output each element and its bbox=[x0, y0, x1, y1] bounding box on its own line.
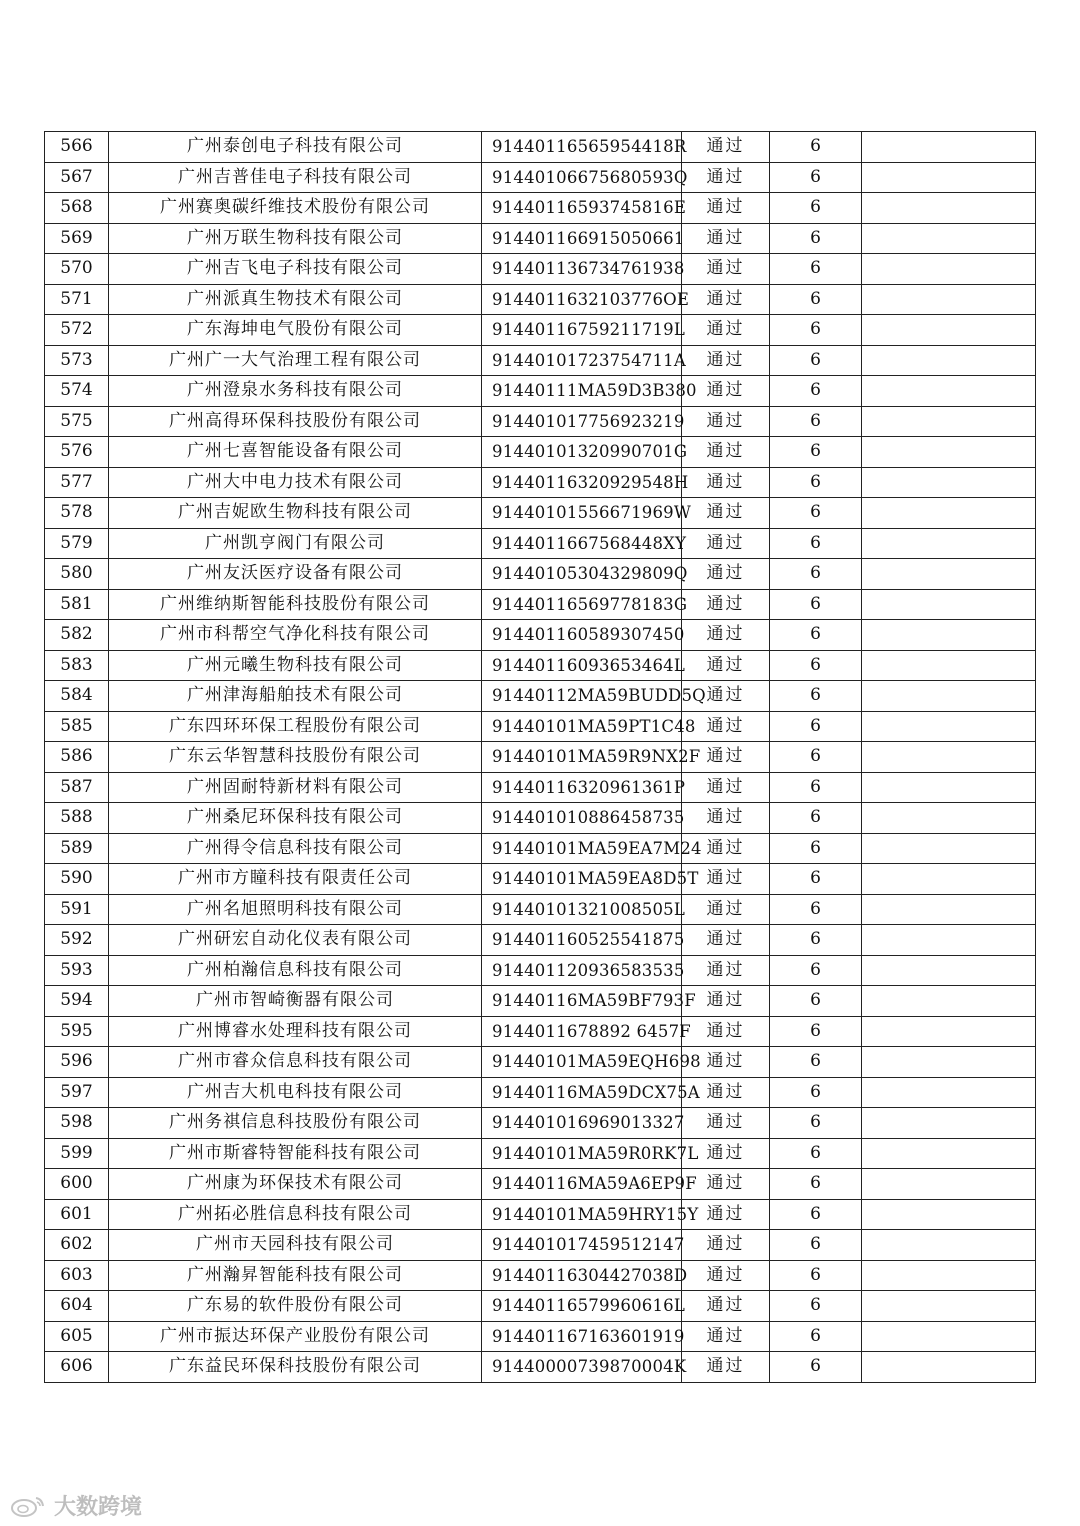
credit-code-cell: 91440116579960616L bbox=[482, 1291, 682, 1322]
company-name-cell: 广州澄泉水务科技有限公司 bbox=[109, 376, 482, 407]
credit-code-cell: 91440106675680593Q bbox=[482, 162, 682, 193]
score-cell: 6 bbox=[770, 376, 862, 407]
credit-code-cell: 91440101MA59EQH698 bbox=[482, 1047, 682, 1078]
row-index-cell: 590 bbox=[45, 864, 109, 895]
remark-cell bbox=[862, 1047, 1036, 1078]
score-cell: 6 bbox=[770, 1352, 862, 1383]
credit-code-cell: 914401166915050661 bbox=[482, 223, 682, 254]
company-name-cell: 广州瀚昇智能科技有限公司 bbox=[109, 1260, 482, 1291]
credit-code-cell: 91440101MA59EA8D5T bbox=[482, 864, 682, 895]
row-index-cell: 579 bbox=[45, 528, 109, 559]
review-status-cell: 通过 bbox=[682, 467, 770, 498]
score-cell: 6 bbox=[770, 1230, 862, 1261]
watermark-text: 大数跨境 bbox=[54, 1495, 143, 1520]
table-row bbox=[45, 833, 1036, 864]
score-cell: 6 bbox=[770, 1260, 862, 1291]
table-row bbox=[45, 284, 1036, 315]
company-name-cell: 广州康为环保技术有限公司 bbox=[109, 1169, 482, 1200]
remark-cell bbox=[862, 742, 1036, 773]
remark-cell bbox=[862, 254, 1036, 285]
remark-cell bbox=[862, 925, 1036, 956]
credit-code-cell: 914401136734761938 bbox=[482, 254, 682, 285]
remark-cell bbox=[862, 620, 1036, 651]
remark-cell bbox=[862, 406, 1036, 437]
row-index-cell: 574 bbox=[45, 376, 109, 407]
watermark bbox=[10, 1490, 142, 1521]
remark-cell bbox=[862, 681, 1036, 712]
credit-code-cell: 91440116565954418R bbox=[482, 132, 682, 163]
review-status-cell: 通过 bbox=[682, 1199, 770, 1230]
remark-cell bbox=[862, 1077, 1036, 1108]
credit-code-cell: 91440101MA59HRY15Y bbox=[482, 1199, 682, 1230]
remark-cell bbox=[862, 498, 1036, 529]
review-status-cell: 通过 bbox=[682, 681, 770, 712]
row-index-cell: 576 bbox=[45, 437, 109, 468]
review-status-cell: 通过 bbox=[682, 498, 770, 529]
table-row bbox=[45, 925, 1036, 956]
review-status-cell: 通过 bbox=[682, 955, 770, 986]
row-index-cell: 583 bbox=[45, 650, 109, 681]
score-cell: 6 bbox=[770, 620, 862, 651]
remark-cell bbox=[862, 1352, 1036, 1383]
remark-cell bbox=[862, 467, 1036, 498]
review-status-cell: 通过 bbox=[682, 742, 770, 773]
row-index-cell: 570 bbox=[45, 254, 109, 285]
review-status-cell: 通过 bbox=[682, 1352, 770, 1383]
row-index-cell: 567 bbox=[45, 162, 109, 193]
company-name-cell: 广州吉妮欧生物科技有限公司 bbox=[109, 498, 482, 529]
score-cell: 6 bbox=[770, 681, 862, 712]
review-status-cell: 通过 bbox=[682, 711, 770, 742]
score-cell: 6 bbox=[770, 437, 862, 468]
row-index-cell: 580 bbox=[45, 559, 109, 590]
company-name-cell: 广州市振达环保产业股份有限公司 bbox=[109, 1321, 482, 1352]
row-index-cell: 605 bbox=[45, 1321, 109, 1352]
credit-code-cell: 914401016969013327 bbox=[482, 1108, 682, 1139]
credit-code-cell: 91440116MA59DCX75A bbox=[482, 1077, 682, 1108]
table-row bbox=[45, 1047, 1036, 1078]
table-row bbox=[45, 864, 1036, 895]
remark-cell bbox=[862, 986, 1036, 1017]
remark-cell bbox=[862, 193, 1036, 224]
company-name-cell: 广州七喜智能设备有限公司 bbox=[109, 437, 482, 468]
credit-code-cell: 91440101320990701G bbox=[482, 437, 682, 468]
credit-code-cell: 91440101MA59EA7M24 bbox=[482, 833, 682, 864]
table-row bbox=[45, 986, 1036, 1017]
remark-cell bbox=[862, 162, 1036, 193]
company-name-cell: 广州市睿众信息科技有限公司 bbox=[109, 1047, 482, 1078]
row-index-cell: 598 bbox=[45, 1108, 109, 1139]
company-name-cell: 广州固耐特新材料有限公司 bbox=[109, 772, 482, 803]
row-index-cell: 603 bbox=[45, 1260, 109, 1291]
remark-cell bbox=[862, 1260, 1036, 1291]
review-status-cell: 通过 bbox=[682, 620, 770, 651]
score-cell: 6 bbox=[770, 498, 862, 529]
review-status-cell: 通过 bbox=[682, 254, 770, 285]
table-row bbox=[45, 406, 1036, 437]
score-cell: 6 bbox=[770, 925, 862, 956]
score-cell: 6 bbox=[770, 772, 862, 803]
weibo-logo-icon bbox=[10, 1494, 48, 1518]
row-index-cell: 566 bbox=[45, 132, 109, 163]
score-cell: 6 bbox=[770, 345, 862, 376]
row-index-cell: 573 bbox=[45, 345, 109, 376]
table-row bbox=[45, 315, 1036, 346]
remark-cell bbox=[862, 772, 1036, 803]
table-row bbox=[45, 1169, 1036, 1200]
remark-cell bbox=[862, 345, 1036, 376]
credit-code-cell: 91440116320929548H bbox=[482, 467, 682, 498]
company-name-cell: 广州务祺信息科技股份有限公司 bbox=[109, 1108, 482, 1139]
remark-cell bbox=[862, 1291, 1036, 1322]
row-index-cell: 589 bbox=[45, 833, 109, 864]
remark-cell bbox=[862, 864, 1036, 895]
score-cell: 6 bbox=[770, 467, 862, 498]
row-index-cell: 568 bbox=[45, 193, 109, 224]
remark-cell bbox=[862, 223, 1036, 254]
review-status-cell: 通过 bbox=[682, 437, 770, 468]
table-row bbox=[45, 345, 1036, 376]
table-row bbox=[45, 1138, 1036, 1169]
table-row bbox=[45, 254, 1036, 285]
table-row bbox=[45, 1199, 1036, 1230]
table-row bbox=[45, 1260, 1036, 1291]
table-row bbox=[45, 223, 1036, 254]
remark-cell bbox=[862, 955, 1036, 986]
credit-code-cell: 91440116759211719L bbox=[482, 315, 682, 346]
table-row bbox=[45, 1291, 1036, 1322]
remark-cell bbox=[862, 376, 1036, 407]
table-row bbox=[45, 467, 1036, 498]
score-cell: 6 bbox=[770, 803, 862, 834]
company-name-cell: 广州桑尼环保科技有限公司 bbox=[109, 803, 482, 834]
company-name-cell: 广州高得环保科技股份有限公司 bbox=[109, 406, 482, 437]
score-cell: 6 bbox=[770, 1077, 862, 1108]
credit-code-cell: 91440116MA59BF793F bbox=[482, 986, 682, 1017]
row-index-cell: 596 bbox=[45, 1047, 109, 1078]
remark-cell bbox=[862, 589, 1036, 620]
remark-cell bbox=[862, 894, 1036, 925]
table-row bbox=[45, 1016, 1036, 1047]
score-cell: 6 bbox=[770, 1199, 862, 1230]
remark-cell bbox=[862, 1230, 1036, 1261]
credit-code-cell: 91440116MA59A6EP9F bbox=[482, 1169, 682, 1200]
table-row bbox=[45, 711, 1036, 742]
row-index-cell: 599 bbox=[45, 1138, 109, 1169]
credit-code-cell: 91440101723754711A bbox=[482, 345, 682, 376]
company-name-cell: 广东四环环保工程股份有限公司 bbox=[109, 711, 482, 742]
score-cell: 6 bbox=[770, 742, 862, 773]
table-row bbox=[45, 955, 1036, 986]
score-cell: 6 bbox=[770, 1138, 862, 1169]
table-row bbox=[45, 620, 1036, 651]
review-status-cell: 通过 bbox=[682, 193, 770, 224]
company-name-cell: 广州元曦生物科技有限公司 bbox=[109, 650, 482, 681]
credit-code-cell: 914401017459512147 bbox=[482, 1230, 682, 1261]
review-status-cell: 通过 bbox=[682, 223, 770, 254]
credit-code-cell: 91440116593745816E bbox=[482, 193, 682, 224]
row-index-cell: 571 bbox=[45, 284, 109, 315]
credit-code-cell: 914401160525541875 bbox=[482, 925, 682, 956]
review-status-cell: 通过 bbox=[682, 376, 770, 407]
remark-cell bbox=[862, 803, 1036, 834]
review-status-cell: 通过 bbox=[682, 284, 770, 315]
credit-code-cell: 9144011667568448XY bbox=[482, 528, 682, 559]
company-name-cell: 广州市天园科技有限公司 bbox=[109, 1230, 482, 1261]
remark-cell bbox=[862, 528, 1036, 559]
company-name-cell: 广州凯亨阀门有限公司 bbox=[109, 528, 482, 559]
score-cell: 6 bbox=[770, 528, 862, 559]
table-row bbox=[45, 162, 1036, 193]
review-status-cell: 通过 bbox=[682, 772, 770, 803]
company-name-cell: 广州市智崎衡器有限公司 bbox=[109, 986, 482, 1017]
row-index-cell: 569 bbox=[45, 223, 109, 254]
score-cell: 6 bbox=[770, 955, 862, 986]
credit-code-cell: 914401160589307450 bbox=[482, 620, 682, 651]
score-cell: 6 bbox=[770, 284, 862, 315]
table-row bbox=[45, 1230, 1036, 1261]
remark-cell bbox=[862, 650, 1036, 681]
score-cell: 6 bbox=[770, 1016, 862, 1047]
company-name-cell: 广州广一大气治理工程有限公司 bbox=[109, 345, 482, 376]
table-row bbox=[45, 376, 1036, 407]
review-status-cell: 通过 bbox=[682, 1108, 770, 1139]
row-index-cell: 593 bbox=[45, 955, 109, 986]
remark-cell bbox=[862, 1169, 1036, 1200]
review-status-cell: 通过 bbox=[682, 925, 770, 956]
company-name-cell: 广州柏瀚信息科技有限公司 bbox=[109, 955, 482, 986]
score-cell: 6 bbox=[770, 711, 862, 742]
company-name-cell: 广州拓必胜信息科技有限公司 bbox=[109, 1199, 482, 1230]
company-name-cell: 广州派真生物技术有限公司 bbox=[109, 284, 482, 315]
row-index-cell: 595 bbox=[45, 1016, 109, 1047]
review-status-cell: 通过 bbox=[682, 559, 770, 590]
company-name-cell: 广州吉飞电子科技有限公司 bbox=[109, 254, 482, 285]
credit-code-cell: 91440116093653464L bbox=[482, 650, 682, 681]
company-name-cell: 广州万联生物科技有限公司 bbox=[109, 223, 482, 254]
review-status-cell: 通过 bbox=[682, 1321, 770, 1352]
credit-code-cell: 9144011678892 6457F bbox=[482, 1016, 682, 1047]
credit-code-cell: 91440101321008505L bbox=[482, 894, 682, 925]
score-cell: 6 bbox=[770, 223, 862, 254]
row-index-cell: 606 bbox=[45, 1352, 109, 1383]
company-name-cell: 广州赛奥碳纤维技术股份有限公司 bbox=[109, 193, 482, 224]
remark-cell bbox=[862, 1016, 1036, 1047]
score-cell: 6 bbox=[770, 650, 862, 681]
table-row bbox=[45, 559, 1036, 590]
review-status-cell: 通过 bbox=[682, 1260, 770, 1291]
row-index-cell: 604 bbox=[45, 1291, 109, 1322]
row-index-cell: 575 bbox=[45, 406, 109, 437]
review-status-cell: 通过 bbox=[682, 650, 770, 681]
review-status-cell: 通过 bbox=[682, 162, 770, 193]
row-index-cell: 586 bbox=[45, 742, 109, 773]
row-index-cell: 585 bbox=[45, 711, 109, 742]
score-cell: 6 bbox=[770, 1291, 862, 1322]
remark-cell bbox=[862, 132, 1036, 163]
score-cell: 6 bbox=[770, 894, 862, 925]
table-row bbox=[45, 498, 1036, 529]
table-row bbox=[45, 772, 1036, 803]
company-name-cell: 广州名旭照明科技有限公司 bbox=[109, 894, 482, 925]
table-row bbox=[45, 193, 1036, 224]
company-name-cell: 广州大中电力技术有限公司 bbox=[109, 467, 482, 498]
review-status-cell: 通过 bbox=[682, 1230, 770, 1261]
credit-code-cell: 91440101MA59R0RK7L bbox=[482, 1138, 682, 1169]
company-name-cell: 广州市斯睿特智能科技有限公司 bbox=[109, 1138, 482, 1169]
company-name-cell: 广州得令信息科技有限公司 bbox=[109, 833, 482, 864]
remark-cell bbox=[862, 315, 1036, 346]
review-status-cell: 通过 bbox=[682, 1291, 770, 1322]
table-row bbox=[45, 803, 1036, 834]
review-status-cell: 通过 bbox=[682, 528, 770, 559]
score-cell: 6 bbox=[770, 1108, 862, 1139]
row-index-cell: 572 bbox=[45, 315, 109, 346]
review-status-cell: 通过 bbox=[682, 1047, 770, 1078]
company-name-cell: 广州吉普佳电子科技有限公司 bbox=[109, 162, 482, 193]
row-index-cell: 594 bbox=[45, 986, 109, 1017]
score-cell: 6 bbox=[770, 1321, 862, 1352]
remark-cell bbox=[862, 1108, 1036, 1139]
review-status-cell: 通过 bbox=[682, 864, 770, 895]
review-status-cell: 通过 bbox=[682, 345, 770, 376]
company-name-cell: 广东云华智慧科技股份有限公司 bbox=[109, 742, 482, 773]
table-row bbox=[45, 1077, 1036, 1108]
table-row bbox=[45, 1321, 1036, 1352]
row-index-cell: 582 bbox=[45, 620, 109, 651]
company-name-cell: 广东海坤电气股份有限公司 bbox=[109, 315, 482, 346]
review-status-cell: 通过 bbox=[682, 803, 770, 834]
score-cell: 6 bbox=[770, 1047, 862, 1078]
row-index-cell: 578 bbox=[45, 498, 109, 529]
review-status-cell: 通过 bbox=[682, 132, 770, 163]
table-row bbox=[45, 681, 1036, 712]
row-index-cell: 601 bbox=[45, 1199, 109, 1230]
credit-code-cell: 9144011632103776OE bbox=[482, 284, 682, 315]
review-status-cell: 通过 bbox=[682, 986, 770, 1017]
table-row bbox=[45, 528, 1036, 559]
score-cell: 6 bbox=[770, 864, 862, 895]
remark-cell bbox=[862, 559, 1036, 590]
review-status-cell: 通过 bbox=[682, 894, 770, 925]
row-index-cell: 587 bbox=[45, 772, 109, 803]
score-cell: 6 bbox=[770, 589, 862, 620]
table-row bbox=[45, 650, 1036, 681]
credit-code-cell: 91440116569778183G bbox=[482, 589, 682, 620]
credit-code-cell: 91440116320961361P bbox=[482, 772, 682, 803]
credit-code-cell: 914401167163601919 bbox=[482, 1321, 682, 1352]
row-index-cell: 602 bbox=[45, 1230, 109, 1261]
score-cell: 6 bbox=[770, 315, 862, 346]
row-index-cell: 584 bbox=[45, 681, 109, 712]
score-cell: 6 bbox=[770, 559, 862, 590]
table-row bbox=[45, 1352, 1036, 1383]
credit-code-cell: 91440105304329809Q bbox=[482, 559, 682, 590]
company-name-cell: 广州博睿水处理科技有限公司 bbox=[109, 1016, 482, 1047]
company-name-cell: 广州泰创电子科技有限公司 bbox=[109, 132, 482, 163]
credit-code-cell: 91440112MA59BUDD5Q bbox=[482, 681, 682, 712]
row-index-cell: 588 bbox=[45, 803, 109, 834]
review-status-cell: 通过 bbox=[682, 406, 770, 437]
company-name-cell: 广州市方瞳科技有限责任公司 bbox=[109, 864, 482, 895]
table-row bbox=[45, 894, 1036, 925]
credit-code-cell: 91440101MA59PT1C48 bbox=[482, 711, 682, 742]
company-name-cell: 广东益民环保科技股份有限公司 bbox=[109, 1352, 482, 1383]
table-row bbox=[45, 742, 1036, 773]
score-cell: 6 bbox=[770, 406, 862, 437]
company-name-cell: 广州市科帮空气净化科技有限公司 bbox=[109, 620, 482, 651]
score-cell: 6 bbox=[770, 833, 862, 864]
company-name-cell: 广州维纳斯智能科技股份有限公司 bbox=[109, 589, 482, 620]
remark-cell bbox=[862, 711, 1036, 742]
review-status-cell: 通过 bbox=[682, 589, 770, 620]
score-cell: 6 bbox=[770, 986, 862, 1017]
review-status-cell: 通过 bbox=[682, 315, 770, 346]
credit-code-cell: 91440116304427038D bbox=[482, 1260, 682, 1291]
remark-cell bbox=[862, 833, 1036, 864]
company-list-table bbox=[44, 131, 1036, 1383]
remark-cell bbox=[862, 284, 1036, 315]
remark-cell bbox=[862, 1199, 1036, 1230]
review-status-cell: 通过 bbox=[682, 1016, 770, 1047]
credit-code-cell: 914401120936583535 bbox=[482, 955, 682, 986]
score-cell: 6 bbox=[770, 132, 862, 163]
score-cell: 6 bbox=[770, 193, 862, 224]
table-row bbox=[45, 1108, 1036, 1139]
table-row bbox=[45, 437, 1036, 468]
row-index-cell: 597 bbox=[45, 1077, 109, 1108]
review-status-cell: 通过 bbox=[682, 1169, 770, 1200]
review-status-cell: 通过 bbox=[682, 1077, 770, 1108]
company-name-cell: 广州津海船舶技术有限公司 bbox=[109, 681, 482, 712]
credit-code-cell: 91440101MA59R9NX2F bbox=[482, 742, 682, 773]
table-body bbox=[45, 132, 1036, 1383]
credit-code-cell: 91440101556671969W bbox=[482, 498, 682, 529]
row-index-cell: 577 bbox=[45, 467, 109, 498]
score-cell: 6 bbox=[770, 162, 862, 193]
score-cell: 6 bbox=[770, 254, 862, 285]
review-status-cell: 通过 bbox=[682, 1138, 770, 1169]
remark-cell bbox=[862, 1138, 1036, 1169]
company-name-cell: 广州吉大机电科技有限公司 bbox=[109, 1077, 482, 1108]
company-name-cell: 广州研宏自动化仪表有限公司 bbox=[109, 925, 482, 956]
table-row bbox=[45, 132, 1036, 163]
table-row bbox=[45, 589, 1036, 620]
review-status-cell: 通过 bbox=[682, 833, 770, 864]
credit-code-cell: 914401017756923219 bbox=[482, 406, 682, 437]
company-name-cell: 广州友沃医疗设备有限公司 bbox=[109, 559, 482, 590]
remark-cell bbox=[862, 1321, 1036, 1352]
row-index-cell: 600 bbox=[45, 1169, 109, 1200]
remark-cell bbox=[862, 437, 1036, 468]
company-name-cell: 广东易的软件股份有限公司 bbox=[109, 1291, 482, 1322]
credit-code-cell: 914401010886458735 bbox=[482, 803, 682, 834]
row-index-cell: 591 bbox=[45, 894, 109, 925]
credit-code-cell: 91440111MA59D3B380 bbox=[482, 376, 682, 407]
score-cell: 6 bbox=[770, 1169, 862, 1200]
credit-code-cell: 91440000739870004K bbox=[482, 1352, 682, 1383]
row-index-cell: 592 bbox=[45, 925, 109, 956]
row-index-cell: 581 bbox=[45, 589, 109, 620]
